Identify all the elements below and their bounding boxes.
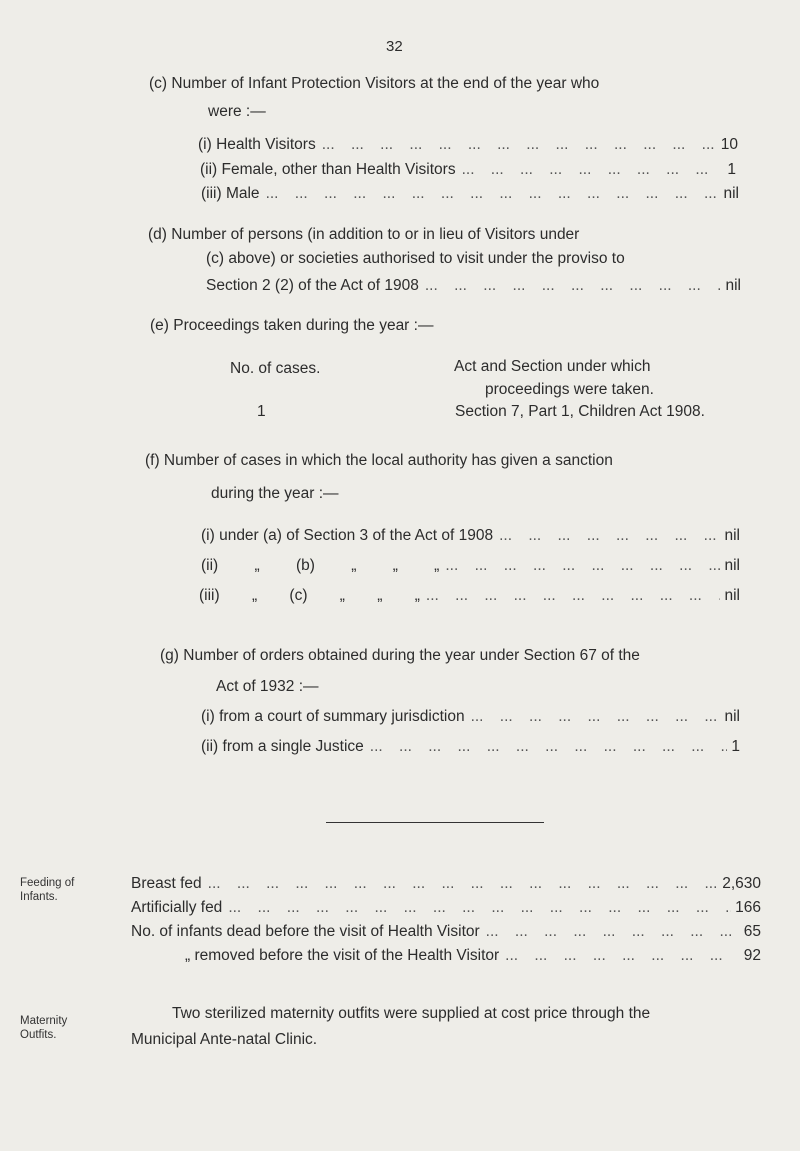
section-e-row-section: Section 7, Part 1, Children Act 1908. (455, 403, 705, 420)
margin-note-line: Outfits. (20, 1029, 57, 1041)
leader-dots (260, 185, 720, 203)
section-d-line3 (206, 277, 741, 295)
section-g-heading-line1: (g) Number of orders obtained during the year under Section 67 of the (160, 647, 640, 664)
leader-dots (456, 161, 724, 179)
item-label: (ii) from a single Justice (201, 738, 364, 755)
feeding-item (131, 875, 761, 893)
section-c-item (201, 185, 739, 203)
item-value: 1 (727, 161, 736, 178)
section-c-heading-line2: were :— (208, 103, 266, 120)
section-f-item (201, 527, 740, 545)
item-value: nil (723, 185, 739, 202)
section-c-item (198, 136, 738, 154)
maternity-text-line2: Municipal Ante-natal Clinic. (131, 1031, 318, 1048)
item-label: „ removed before the visit of the Health Visitor (185, 947, 500, 964)
item-label: (ii) Female, other than Health Visitors (200, 161, 456, 178)
leader-dots (439, 557, 720, 575)
section-e-col2-header-line1: Act and Section under which (454, 358, 651, 375)
feeding-item (131, 899, 761, 917)
section-d-line2: (c) above) or societies authorised to visit under the proviso to (206, 250, 625, 267)
item-value: 65 (743, 923, 761, 940)
leader-dots (419, 277, 722, 295)
section-g-item (201, 738, 740, 756)
item-value: 166 (735, 899, 761, 916)
section-e-heading: (e) Proceedings taken during the year :— (150, 317, 434, 334)
item-label: (i) from a court of summary jurisdiction (201, 708, 465, 725)
section-divider (326, 822, 544, 823)
item-value: 10 (720, 136, 738, 153)
item-label: No. of infants dead before the visit of Health Visitor (131, 923, 480, 940)
section-d-line1: (d) Number of persons (in addition to or in lieu of Visitors under (148, 226, 580, 243)
margin-note-maternity (20, 1014, 67, 1042)
item-value: 92 (743, 947, 761, 964)
section-e-row-cases: 1 (257, 403, 266, 420)
section-f-item (201, 557, 740, 575)
item-value: 2,630 (722, 875, 761, 892)
item-label: (ii) „ (b) „ „ „ (201, 557, 440, 574)
section-f-heading-line1: (f) Number of cases in which the local authority has given a sanction (145, 452, 613, 469)
item-label: Section 2 (2) of the Act of 1908 (206, 277, 419, 294)
item-value: nil (724, 527, 740, 544)
item-label: Breast fed (131, 875, 202, 892)
leader-dots (316, 136, 717, 154)
item-value: nil (724, 587, 740, 604)
item-label: (i) under (a) of Section 3 of the Act of 1908 (201, 527, 494, 544)
maternity-text-line1: Two sterilized maternity outfits were supplied at cost price through the (172, 1005, 651, 1022)
section-g-heading-line2: Act of 1932 :— (216, 678, 319, 695)
item-value: nil (725, 277, 741, 294)
section-e-col1-header: No. of cases. (230, 360, 321, 377)
leader-dots (420, 587, 721, 605)
section-f-item (199, 587, 740, 605)
page-number: 32 (386, 38, 403, 55)
feeding-item (131, 923, 761, 941)
item-label: (iii) Male (201, 185, 260, 202)
item-label: (iii) „ (c) „ „ „ (199, 587, 420, 604)
margin-note-feeding (20, 876, 74, 904)
feeding-item (185, 947, 761, 965)
leader-dots (222, 899, 731, 917)
margin-note-line: Maternity (20, 1015, 68, 1027)
leader-dots (493, 527, 720, 545)
leader-dots (364, 738, 728, 756)
leader-dots (465, 708, 721, 726)
section-f-heading-line2: during the year :— (211, 485, 339, 502)
margin-note-line: Feeding of (20, 877, 75, 889)
item-value: nil (724, 557, 740, 574)
leader-dots (202, 875, 719, 893)
leader-dots (480, 923, 740, 941)
section-c-item (200, 161, 736, 179)
item-label: Artificially fed (131, 899, 223, 916)
item-label: (i) Health Visitors (198, 136, 316, 153)
section-g-item (201, 708, 740, 726)
item-value: 1 (731, 738, 740, 755)
margin-note-line: Infants. (20, 891, 58, 903)
leader-dots (499, 947, 740, 965)
item-value: nil (724, 708, 740, 725)
section-c-heading-line1: (c) Number of Infant Protection Visitors at the end of the year who (149, 75, 600, 92)
section-e-col2-header-line2: proceedings were taken. (485, 381, 654, 398)
